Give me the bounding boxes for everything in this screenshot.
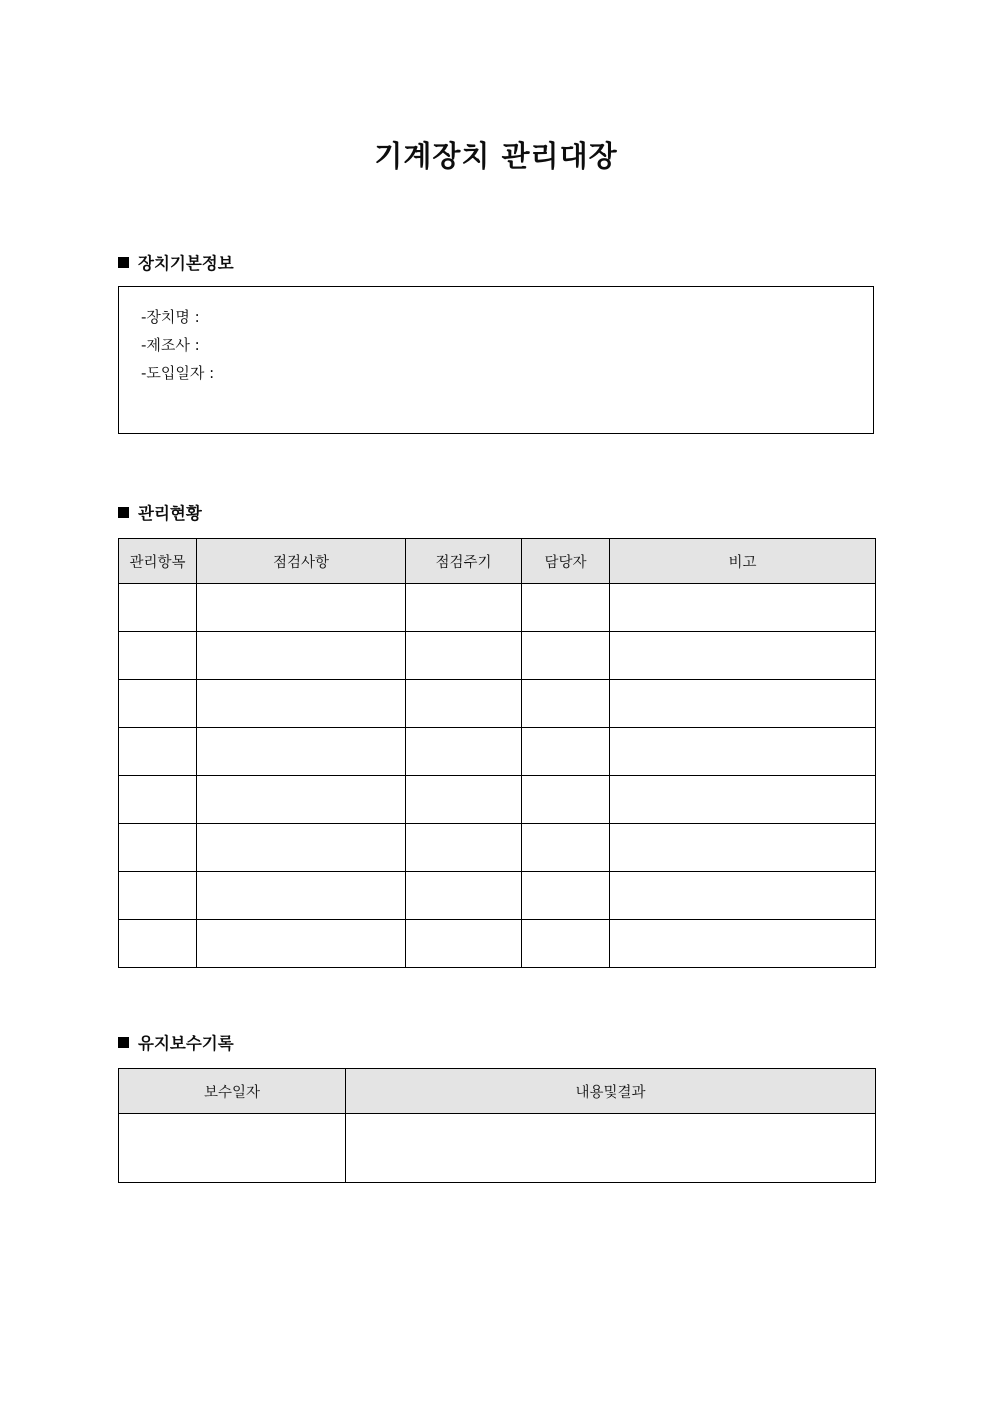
column-header-inspection-items: 점검사항 [197, 539, 406, 584]
column-header-management-item: 관리항목 [119, 539, 197, 584]
cell-inspection-cycle[interactable] [406, 584, 522, 632]
basic-info-field-list [141, 307, 214, 383]
column-header-inspection-cycle: 점검주기 [406, 539, 522, 584]
cell-inspection-items[interactable] [197, 776, 406, 824]
table-row [119, 1114, 876, 1183]
table-row [119, 824, 876, 872]
cell-person-in-charge[interactable] [522, 824, 610, 872]
cell-person-in-charge[interactable] [522, 680, 610, 728]
cell-remarks[interactable] [610, 728, 876, 776]
cell-management-item[interactable] [119, 920, 197, 968]
cell-inspection-cycle[interactable] [406, 680, 522, 728]
cell-remarks[interactable] [610, 872, 876, 920]
section-heading-management-status-label: 관리현황 [138, 504, 202, 523]
filled-square-bullet-icon [118, 507, 129, 518]
cell-person-in-charge[interactable] [522, 872, 610, 920]
cell-management-item[interactable] [119, 632, 197, 680]
filled-square-bullet-icon [118, 1037, 129, 1048]
filled-square-bullet-icon [118, 257, 129, 268]
table-row [119, 776, 876, 824]
cell-management-item[interactable] [119, 824, 197, 872]
cell-remarks[interactable] [610, 824, 876, 872]
column-header-person-in-charge: 담당자 [522, 539, 610, 584]
basic-info-box [118, 286, 874, 434]
page-title: 기계장치 관리대장 [374, 139, 618, 173]
section-heading-management-status [118, 500, 202, 524]
cell-management-item[interactable] [119, 584, 197, 632]
maintenance-record-table-body [119, 1114, 876, 1183]
cell-person-in-charge[interactable] [522, 776, 610, 824]
table-row [119, 632, 876, 680]
table-row [119, 728, 876, 776]
cell-management-item[interactable] [119, 776, 197, 824]
cell-person-in-charge[interactable] [522, 920, 610, 968]
table-row [119, 920, 876, 968]
cell-management-item[interactable] [119, 872, 197, 920]
cell-inspection-items[interactable] [197, 872, 406, 920]
cell-inspection-cycle[interactable] [406, 872, 522, 920]
cell-person-in-charge[interactable] [522, 632, 610, 680]
maintenance-record-table [118, 1068, 876, 1183]
cell-inspection-cycle[interactable] [406, 776, 522, 824]
section-heading-basic-info-label: 장치기본정보 [138, 254, 234, 273]
cell-inspection-cycle[interactable] [406, 920, 522, 968]
basic-info-field-install-date[interactable]: -도입일자 : [141, 364, 215, 382]
table-row [119, 584, 876, 632]
cell-inspection-cycle[interactable] [406, 728, 522, 776]
table-row [119, 872, 876, 920]
column-header-content-and-result: 내용및결과 [346, 1069, 876, 1114]
cell-remarks[interactable] [610, 776, 876, 824]
cell-remarks[interactable] [610, 680, 876, 728]
cell-management-item[interactable] [119, 680, 197, 728]
column-header-repair-date: 보수일자 [119, 1069, 346, 1114]
cell-management-item[interactable] [119, 728, 197, 776]
cell-content-and-result[interactable] [346, 1114, 876, 1183]
table-header-row [119, 1069, 876, 1114]
cell-remarks[interactable] [610, 920, 876, 968]
cell-person-in-charge[interactable] [522, 728, 610, 776]
cell-inspection-items[interactable] [197, 728, 406, 776]
table-header-row [119, 539, 876, 584]
cell-inspection-items[interactable] [197, 680, 406, 728]
cell-remarks[interactable] [610, 584, 876, 632]
section-heading-maintenance-record-label: 유지보수기록 [138, 1034, 234, 1053]
cell-inspection-items[interactable] [197, 632, 406, 680]
cell-inspection-items[interactable] [197, 584, 406, 632]
section-heading-basic-info [118, 250, 234, 274]
basic-info-field-manufacturer[interactable]: -제조사 : [141, 336, 200, 354]
cell-repair-date[interactable] [119, 1114, 346, 1183]
section-heading-maintenance-record [118, 1030, 234, 1054]
management-status-table-body [119, 584, 876, 968]
table-row [119, 680, 876, 728]
cell-inspection-items[interactable] [197, 920, 406, 968]
cell-remarks[interactable] [610, 632, 876, 680]
management-status-table [118, 538, 876, 968]
column-header-remarks: 비고 [610, 539, 876, 584]
cell-person-in-charge[interactable] [522, 584, 610, 632]
cell-inspection-cycle[interactable] [406, 824, 522, 872]
basic-info-field-device-name[interactable]: -장치명 : [141, 308, 200, 326]
cell-inspection-items[interactable] [197, 824, 406, 872]
cell-inspection-cycle[interactable] [406, 632, 522, 680]
